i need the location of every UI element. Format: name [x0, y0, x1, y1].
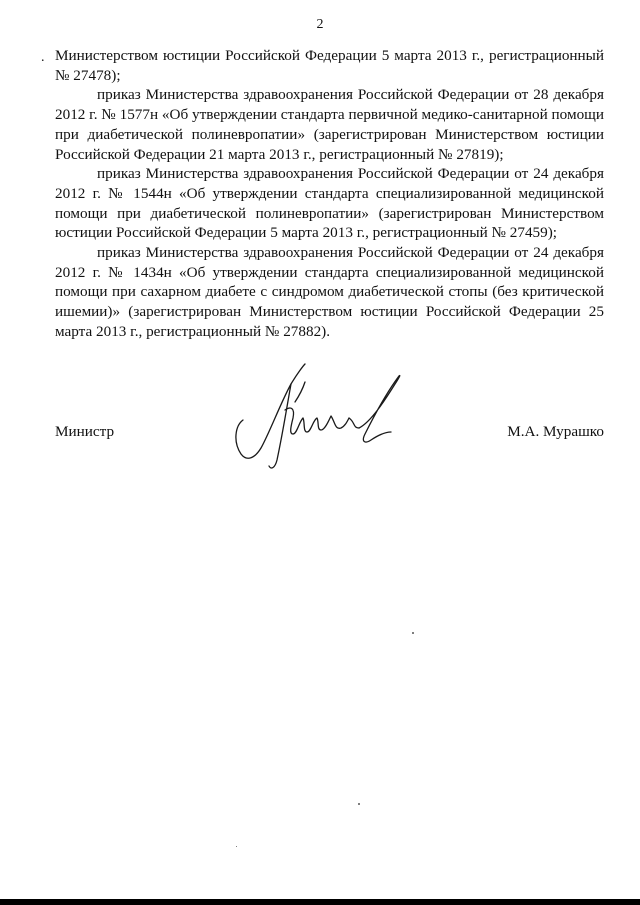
scan-speck — [358, 803, 360, 805]
document-body — [55, 46, 604, 342]
margin-dot: . — [41, 50, 45, 65]
scan-speck — [412, 632, 414, 634]
scan-speck — [236, 846, 237, 847]
paragraph-3: приказ Министерства здравоохранения Российской Федерации от 24 декабря 2012 г. № 1544н «Об утверждении стандарта специализированной медицинской помощи при диабетической полиневропатии» (зарегистрирован Министерством юстиции Российской Федерации 5 марта 2013 г., регистрационный № 27459); — [55, 165, 604, 242]
page-number: 2 — [316, 17, 324, 32]
signatory-name: М.А. Мурашко — [507, 423, 604, 440]
paragraph-1: Министерством юстиции Российской Федерации 5 марта 2013 г., регистрационный № 27478); — [55, 47, 604, 84]
handwritten-signature — [225, 362, 415, 474]
signatory-role: Министр — [55, 423, 115, 440]
paragraph-2: приказ Министерства здравоохранения Российской Федерации от 28 декабря 2012 г. № 1577н «Об утверждении стандарта первичной медико-санитарной помощи при диабетической полиневропатии» (зарегистрирован Министерством юстиции Российской Федерации 21 марта 2013 г., регистрационный № 27819); — [55, 86, 604, 163]
scan-bottom-edge — [0, 899, 640, 905]
paragraph-4: приказ Министерства здравоохранения Российской Федерации от 24 декабря 2012 г. № 1434н «Об утверждении стандарта специализированной медицинской помощи при сахарном диабете с синдромом диабетической стопы (без критической ишемии)» (зарегистрирован Министерством юстиции Российской Федерации 25 марта 2013 г., регистрационный № 27882). — [55, 244, 604, 340]
